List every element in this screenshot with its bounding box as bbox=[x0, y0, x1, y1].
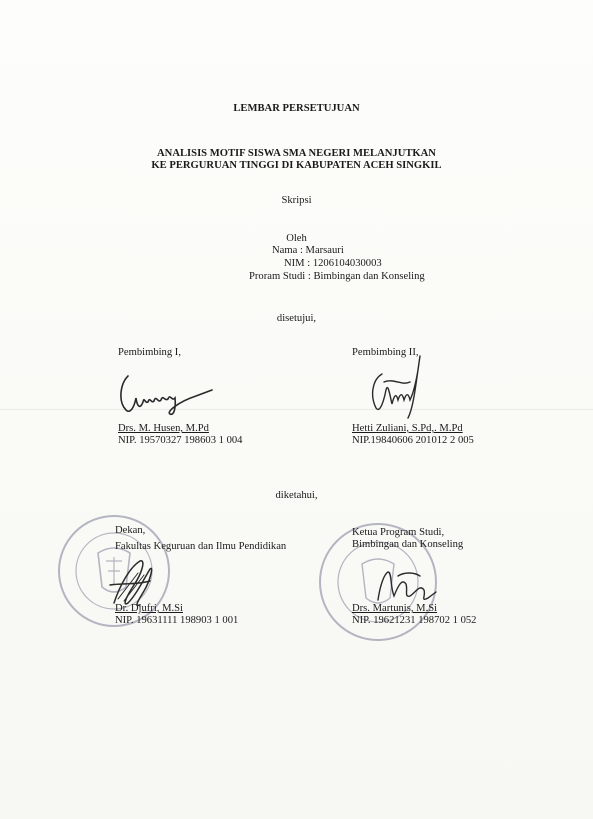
head-role: Ketua Program Studi, bbox=[352, 527, 445, 538]
author-program: Proram Studi : Bimbingan dan Konseling bbox=[249, 271, 425, 282]
head-nip: NIP. 19621231 198702 1 052 bbox=[352, 615, 477, 626]
approval-label: disetujui, bbox=[276, 313, 317, 324]
paper-fold bbox=[0, 409, 593, 410]
author-nim: NIM : 1206104030003 bbox=[284, 258, 382, 269]
author-name: Nama : Marsauri bbox=[272, 245, 344, 256]
dean-signature bbox=[100, 555, 160, 610]
head-signature bbox=[370, 566, 440, 606]
document-type: Skripsi bbox=[281, 195, 312, 206]
advisor-1-role: Pembimbing I, bbox=[118, 347, 181, 358]
advisor-1-name: Drs. M. Husen, M.Pd bbox=[118, 423, 209, 434]
thesis-title-line-2: KE PERGURUAN TINGGI DI KABUPATEN ACEH SINGKIL bbox=[151, 160, 442, 171]
acknowledged-label: diketahui, bbox=[275, 490, 318, 501]
advisor-1-signature bbox=[116, 368, 216, 418]
dean-name: Dr. Djufri, M.Si bbox=[115, 603, 183, 614]
thesis-title-line-1: ANALISIS MOTIF SISWA SMA NEGERI MELANJUTKAN bbox=[157, 148, 436, 159]
dean-faculty: Fakultas Keguruan dan Ilmu Pendidikan bbox=[115, 541, 287, 552]
document-heading: LEMBAR PERSETUJUAN bbox=[233, 103, 360, 114]
head-name: Drs. Martunis, M.Si bbox=[352, 603, 438, 614]
advisor-2-name: Hetti Zuliani, S.Pd,. M.Pd bbox=[352, 423, 463, 434]
dean-nip: NIP. 19631111 198903 1 001 bbox=[115, 615, 239, 626]
dean-role: Dekan, bbox=[115, 525, 146, 536]
advisor-1-nip: NIP. 19570327 198603 1 004 bbox=[118, 435, 243, 446]
advisor-2-signature bbox=[364, 352, 434, 422]
author-by: Oleh bbox=[286, 233, 307, 244]
advisor-2-role: Pembimbing II, bbox=[352, 347, 419, 358]
head-program: Bimbingan dan Konseling bbox=[352, 539, 464, 550]
advisor-2-nip: NIP.19840606 201012 2 005 bbox=[352, 435, 474, 446]
